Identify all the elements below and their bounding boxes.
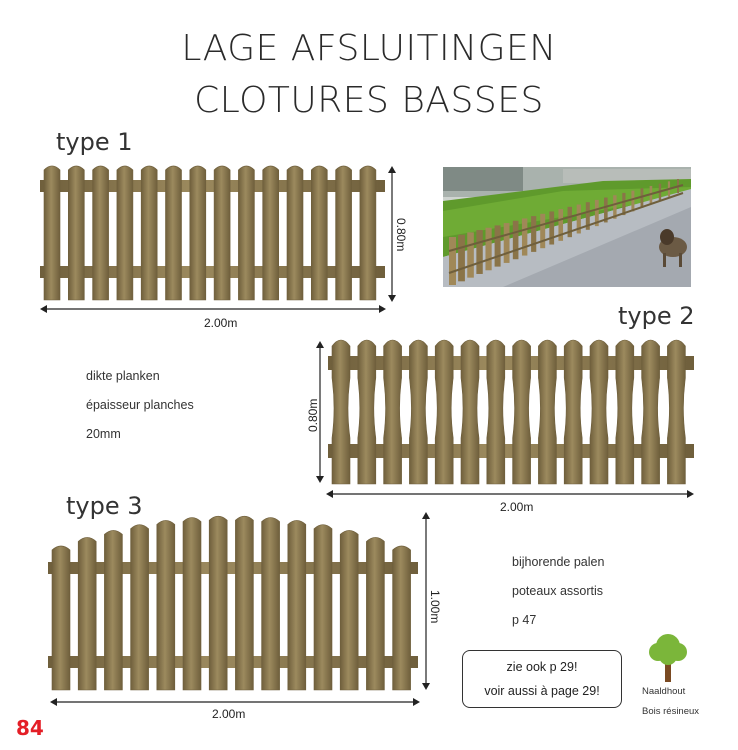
fence-picket [616,340,634,484]
fence-picket [384,340,402,484]
fence-picket [409,340,427,484]
wood-type-fr: Bois résineux [642,706,700,717]
type-2-label: type 2 [618,302,695,330]
fence-picket [513,340,531,484]
type-1-height-label: 0.80m [394,218,408,252]
type-1-label: type 1 [56,128,133,156]
fence-picket [642,340,660,484]
photo-fence-picket [458,235,465,282]
photo-fence-picket [622,193,625,215]
fence-picket [564,340,582,484]
photo-fence-picket [449,237,456,285]
specs-thickness-value: 20mm [86,427,121,441]
type-2-height-label: 0.80m [306,398,320,432]
fence-picket [360,166,376,300]
fence-picket [183,518,201,690]
photo-fence-picket [476,230,482,274]
fence-picket [332,340,350,484]
fence-picket [93,166,109,300]
type-3-width-label: 2.00m [212,707,246,721]
fence-picket [263,166,279,300]
fence-picket [117,166,133,300]
photo-fence-picket [504,223,510,263]
photo-fence-picket [549,211,554,244]
fence-rail [40,266,385,278]
fence-picket [358,340,376,484]
fence-picket [141,166,157,300]
garden-fence-photo [443,167,691,287]
fence-picket [157,520,175,690]
fence-picket [262,518,280,690]
posts-info-nl: bijhorende palen [512,555,605,569]
posts-info-page: p 47 [512,613,537,627]
type-1-width-label: 2.00m [204,316,238,330]
fence-rail [48,562,418,574]
fence-picket [235,516,253,690]
fence-type-3-image [48,506,420,692]
fence-picket [166,166,182,300]
photo-fence-picket [540,214,545,248]
fence-picket [131,525,149,690]
photo-fence-picket [495,225,501,266]
type-2-width-dimension-line [326,488,694,500]
title-french: CLOTURES BASSES [194,80,544,121]
see-also-nl: zie ook p 29! [506,660,578,674]
fence-picket [287,166,303,300]
photo-fence-picket [641,188,644,207]
fence-rail [40,180,385,192]
fence-picket [209,516,227,690]
fence-picket [104,530,122,690]
fence-picket [214,166,230,300]
fence-picket [667,340,685,484]
fence-picket [538,340,556,484]
fence-picket [78,537,96,690]
fence-picket [393,546,411,690]
fence-rail [328,356,694,370]
specs-thickness-nl: dikte planken [86,369,160,383]
wood-type-nl: Naaldhout [642,686,686,697]
type-2-width-label: 2.00m [500,500,534,514]
fence-picket [435,340,453,484]
photo-fence-picket [522,218,527,255]
fence-picket [340,530,358,690]
fence-picket [288,520,306,690]
fence-picket [68,166,84,300]
fence-picket [44,166,60,300]
fence-picket [336,166,352,300]
photo-fence-picket [485,228,491,271]
photo-fence-picket [531,216,536,252]
photo-fence-picket [467,232,474,277]
fence-picket [590,340,608,484]
type-3-height-label: 1.00m [428,590,442,624]
fence-picket [461,340,479,484]
fence-picket [366,537,384,690]
posts-info-fr: poteaux assortis [512,584,604,598]
photo-fence-picket [513,221,519,259]
fence-rail [48,656,418,668]
fence-type-1-image [40,160,390,305]
see-also-box [462,650,622,708]
title-dutch: LAGE AFSLUITINGEN [181,28,557,69]
type-1-width-dimension-line [40,303,386,315]
fence-picket [52,546,70,690]
fence-rail [328,444,694,458]
type-3-label: type 3 [66,492,143,520]
fence-picket [190,166,206,300]
fence-picket [238,166,254,300]
tree-icon [646,628,690,682]
fence-type-2-image [328,334,696,486]
fence-picket [311,166,327,300]
fence-picket [487,340,505,484]
fence-picket [314,525,332,690]
see-also-fr: voir aussi à page 29! [484,684,600,698]
page-number: 84 [16,716,44,740]
specs-thickness-fr: épaisseur planches [86,398,194,412]
photo-fence-picket [631,191,634,212]
